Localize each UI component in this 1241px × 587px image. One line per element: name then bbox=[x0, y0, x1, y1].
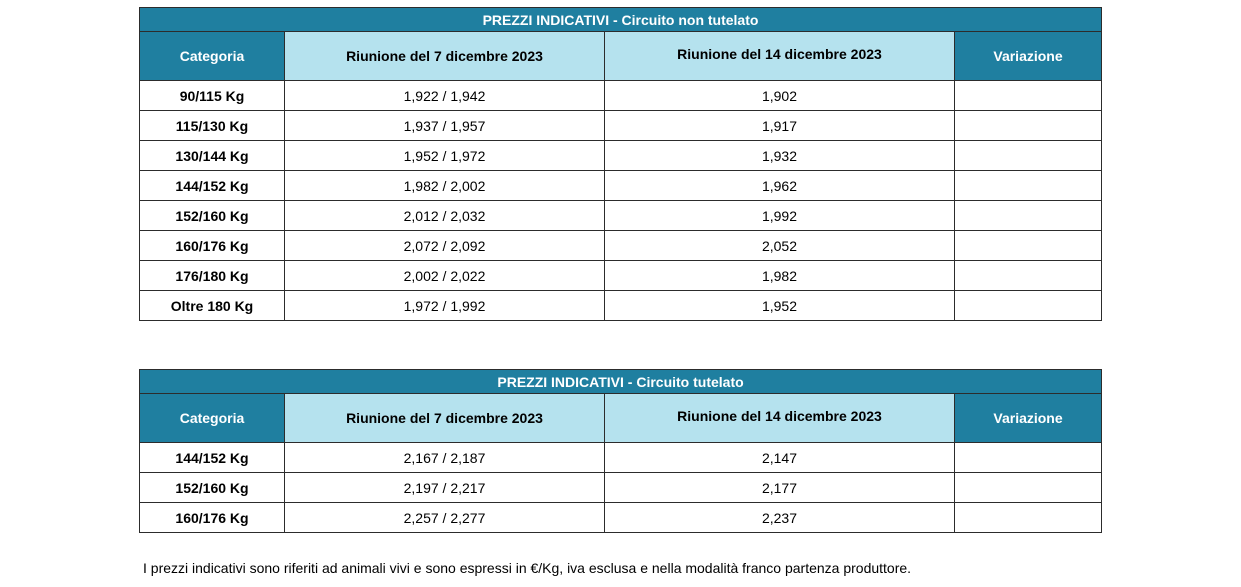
header-categoria: Categoria bbox=[140, 394, 285, 443]
cell-variazione bbox=[955, 503, 1102, 533]
cell-categoria: 144/152 Kg bbox=[140, 443, 285, 473]
table-row bbox=[140, 473, 1102, 503]
header-categoria: Categoria bbox=[140, 32, 285, 81]
table-row bbox=[140, 503, 1102, 533]
cell-variazione bbox=[955, 291, 1102, 321]
table-row bbox=[140, 231, 1102, 261]
cell-riunione-2: 2,147 bbox=[605, 443, 955, 473]
cell-riunione-1: 2,002 / 2,022 bbox=[285, 261, 605, 291]
cell-variazione bbox=[955, 261, 1102, 291]
cell-riunione-1: 1,972 / 1,992 bbox=[285, 291, 605, 321]
cell-variazione bbox=[955, 201, 1102, 231]
cell-riunione-1: 1,952 / 1,972 bbox=[285, 141, 605, 171]
cell-riunione-1: 1,937 / 1,957 bbox=[285, 111, 605, 141]
table-row bbox=[140, 201, 1102, 231]
cell-categoria: 90/115 Kg bbox=[140, 81, 285, 111]
table-row bbox=[140, 171, 1102, 201]
cell-riunione-2: 1,992 bbox=[605, 201, 955, 231]
cell-riunione-2: 1,962 bbox=[605, 171, 955, 201]
header-riunione-2: Riunione del 14 dicembre 2023 bbox=[605, 32, 955, 81]
price-table-tutelato bbox=[139, 369, 1102, 533]
cell-riunione-2: 2,177 bbox=[605, 473, 955, 503]
header-variazione: Variazione bbox=[955, 394, 1102, 443]
cell-riunione-2: 2,052 bbox=[605, 231, 955, 261]
cell-riunione-2: 1,982 bbox=[605, 261, 955, 291]
table-row bbox=[140, 261, 1102, 291]
cell-riunione-1: 2,257 / 2,277 bbox=[285, 503, 605, 533]
cell-riunione-1: 1,982 / 2,002 bbox=[285, 171, 605, 201]
cell-riunione-1: 2,197 / 2,217 bbox=[285, 473, 605, 503]
cell-categoria: 144/152 Kg bbox=[140, 171, 285, 201]
cell-categoria: 160/176 Kg bbox=[140, 503, 285, 533]
cell-variazione bbox=[955, 231, 1102, 261]
table-title: PREZZI INDICATIVI - Circuito tutelato bbox=[140, 370, 1102, 394]
table-row bbox=[140, 443, 1102, 473]
header-riunione-2: Riunione del 14 dicembre 2023 bbox=[605, 394, 955, 443]
cell-categoria: 160/176 Kg bbox=[140, 231, 285, 261]
table-row bbox=[140, 111, 1102, 141]
header-variazione: Variazione bbox=[955, 32, 1102, 81]
cell-variazione bbox=[955, 81, 1102, 111]
cell-categoria: 152/160 Kg bbox=[140, 201, 285, 231]
cell-riunione-1: 2,167 / 2,187 bbox=[285, 443, 605, 473]
table-title: PREZZI INDICATIVI - Circuito non tutelato bbox=[140, 8, 1102, 32]
cell-variazione bbox=[955, 141, 1102, 171]
table-row bbox=[140, 141, 1102, 171]
cell-variazione bbox=[955, 111, 1102, 141]
table-row bbox=[140, 81, 1102, 111]
cell-riunione-2: 1,932 bbox=[605, 141, 955, 171]
cell-categoria: 115/130 Kg bbox=[140, 111, 285, 141]
cell-categoria: 176/180 Kg bbox=[140, 261, 285, 291]
table-row bbox=[140, 291, 1102, 321]
cell-riunione-2: 1,917 bbox=[605, 111, 955, 141]
header-riunione-1: Riunione del 7 dicembre 2023 bbox=[285, 394, 605, 443]
cell-riunione-2: 1,902 bbox=[605, 81, 955, 111]
cell-riunione-1: 1,922 / 1,942 bbox=[285, 81, 605, 111]
footnote: I prezzi indicativi sono riferiti ad animali vivi e sono espressi in €/Kg, iva esclusa e nella modalità franco partenza produttore. bbox=[143, 560, 912, 576]
cell-categoria: 130/144 Kg bbox=[140, 141, 285, 171]
cell-riunione-1: 2,012 / 2,032 bbox=[285, 201, 605, 231]
cell-riunione-1: 2,072 / 2,092 bbox=[285, 231, 605, 261]
cell-variazione bbox=[955, 443, 1102, 473]
cell-categoria: Oltre 180 Kg bbox=[140, 291, 285, 321]
cell-categoria: 152/160 Kg bbox=[140, 473, 285, 503]
cell-variazione bbox=[955, 171, 1102, 201]
cell-riunione-2: 1,952 bbox=[605, 291, 955, 321]
price-table-non-tutelato bbox=[139, 7, 1102, 321]
header-riunione-1: Riunione del 7 dicembre 2023 bbox=[285, 32, 605, 81]
cell-riunione-2: 2,237 bbox=[605, 503, 955, 533]
cell-variazione bbox=[955, 473, 1102, 503]
